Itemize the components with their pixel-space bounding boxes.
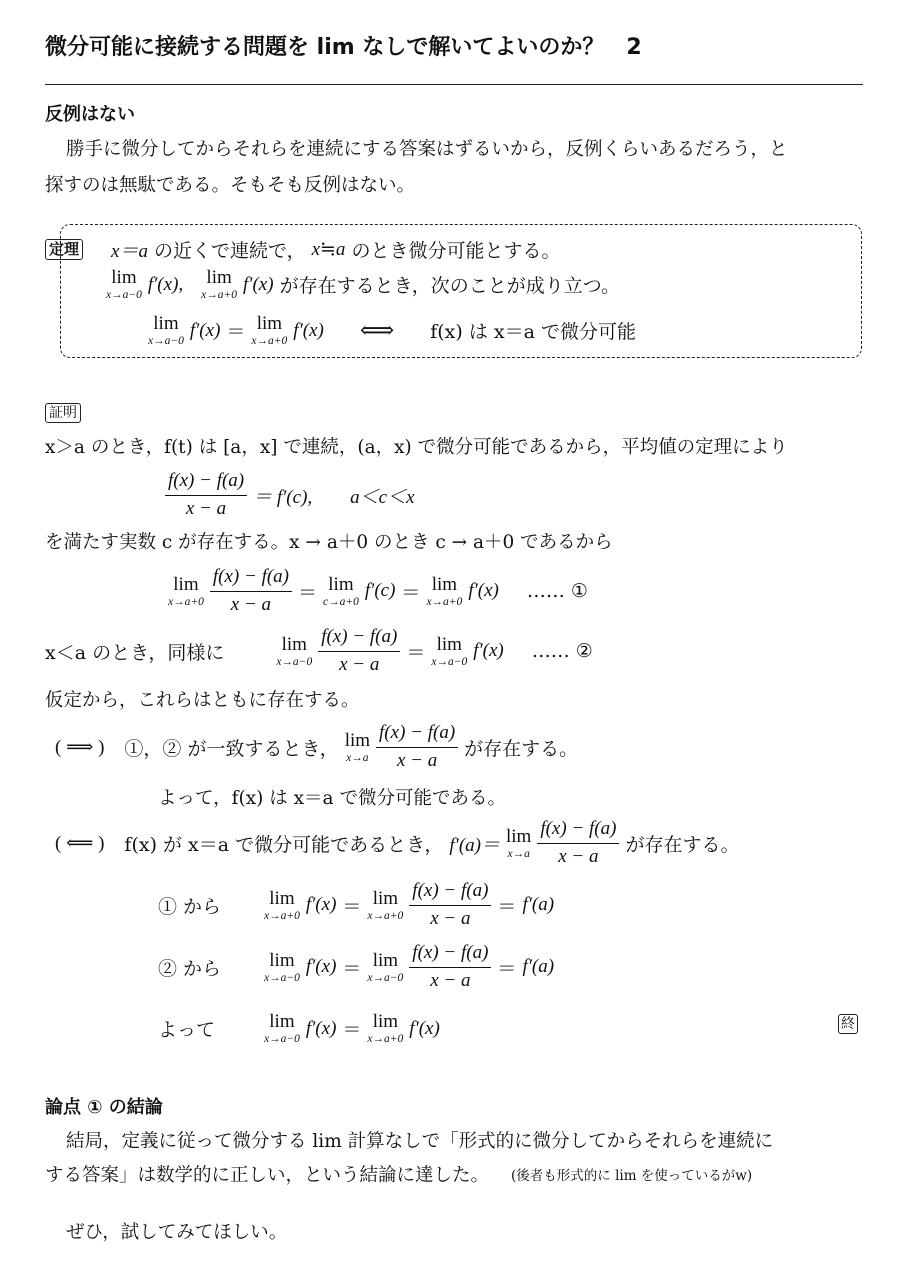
paragraph-line: 勝手に微分してからそれらを連続にする答案はずるいから，反例くらいあるだろう，と (66, 139, 788, 160)
fraction: $\frac{f(x) - f(a)}{x - a}$ (376, 722, 458, 773)
proof-line: x＞a のとき，f(t) は [a，x] で連続，(a，x) で微分可能であるから，平均値の定理により (45, 437, 788, 458)
equation-marker: …… ① (526, 580, 588, 603)
paragraph-line: ぜひ，試してみてほしい。 (66, 1222, 288, 1243)
theorem-equivalence (148, 314, 636, 348)
equation-2: x＜a のとき，同様に lim x→a−0 $\frac{f(x) - f(a)}{x - a}$ ＝ lim x→a−0 f′(x) …… ② (45, 626, 593, 675)
math-text: f′(x) (243, 273, 274, 295)
proof-line: 仮定から，これらはともに存在する。 (45, 690, 360, 711)
theorem-line-1 (45, 236, 560, 263)
text: f(x) は x＝a で微分可能 (430, 321, 636, 344)
math-text: x＝a (111, 241, 148, 262)
limit-expression: lim x→a+0 (201, 267, 238, 301)
math-text: f′(x) (293, 319, 324, 341)
paragraph-line: 探すのは無駄である。そもそも反例はない。 (45, 175, 416, 196)
from-equation-2: ② から lim x→a−0 f′(x) ＝ lim x→a−0 $\frac{f(x) - f(a)}{x - a}$ ＝ f′(a) (158, 942, 555, 991)
fraction: $\frac{f(x) - f(a)}{x - a}$ (537, 818, 619, 869)
text: x＜a のとき，同様に (45, 641, 225, 664)
fraction: $\frac{f(x) - f(a)}{x - a}$ (165, 470, 247, 521)
math-text: f′(x) (189, 319, 221, 341)
math-text: ＝ f′(c), (253, 486, 313, 508)
fraction: $\frac{f(x) - f(a)}{x - a}$ (409, 942, 491, 993)
text: する答案」は数学的に正しい，という結論に達した。 (45, 1165, 490, 1186)
limit-expression: lim x→a−0 (148, 313, 184, 347)
backward-direction: ( ⟸ ) f(x) が x＝a で微分可能であるとき， f′(a)＝ lim x→a $\frac{f(x) - f(a)}{x - a}$ が存在する。 (55, 818, 740, 867)
math-text: a＜c＜x (350, 486, 415, 508)
fraction: $\frac{f(x) - f(a)}{x - a}$ (318, 626, 400, 677)
direction-label: ( ⟸ ) (55, 832, 105, 854)
text: よって (158, 1019, 216, 1042)
iff-arrow: ⟺ (359, 318, 395, 345)
equation-1: lim x→a+0 $\frac{f(x) - f(a)}{x - a}$ ＝ lim c→a+0 f′(c) ＝ lim x→a+0 f′(x) …… ① (168, 566, 588, 615)
paragraph-line-with-note (45, 1161, 752, 1187)
math-text: f′(x), (147, 273, 184, 295)
limit-expression: lim x→a+0 (251, 313, 288, 347)
text: ② から (158, 957, 222, 980)
paragraph-line: 結局，定義に従って微分する lim 計算なしで「形式的に微分してからそれらを連続に (66, 1131, 774, 1152)
mean-value-equation (165, 470, 415, 521)
text: ① から (158, 895, 222, 918)
proof-line: を満たす実数 c が存在する。x → a＋0 のとき c → a＋0 であるから (45, 532, 613, 553)
conclusion-equation: よって lim x→a−0 f′(x) ＝ lim x→a+0 f′(x) (158, 1011, 440, 1045)
side-note: (後者も形式的に lim を使っているがw) (511, 1168, 753, 1184)
from-equation-1: ① から lim x→a+0 f′(x) ＝ lim x→a+0 $\frac{f(x) - f(a)}{x - a}$ ＝ f′(a) (158, 880, 555, 929)
proof-tag-wrap (45, 400, 81, 423)
direction-label: ( ⟹ ) (55, 736, 105, 758)
text: の近くで連続で， (153, 240, 306, 262)
text: が存在する。 (464, 737, 579, 760)
text: が存在するとき，次のことが成り立つ。 (279, 275, 621, 298)
section-heading-no-counterexample: 反例はない (45, 104, 135, 125)
limit-expression: lim x→a−0 (106, 267, 142, 301)
text: ①，② が一致するとき， (124, 737, 339, 760)
title-divider (45, 84, 863, 85)
math-text: x≒a (311, 239, 346, 260)
section-heading-conclusion: 論点 ① の結論 (45, 1097, 163, 1118)
text: のとき微分可能とする。 (351, 240, 561, 262)
theorem-tag: 定理 (45, 239, 83, 260)
proof-tag: 証明 (45, 403, 81, 423)
math-text: ＝ (226, 322, 246, 344)
fraction: $\frac{f(x) - f(a)}{x - a}$ (210, 566, 292, 617)
text: が存在する。 (625, 833, 740, 856)
equation-marker: …… ② (531, 640, 593, 663)
page-title: 微分可能に接続する問題を lim なしで解いてよいのか？ 2 (45, 35, 642, 60)
fraction: $\frac{f(x) - f(a)}{x - a}$ (409, 880, 491, 931)
proof-line: よって，f(x) は x＝a で微分可能である。 (158, 788, 506, 809)
theorem-line-2 (106, 268, 620, 302)
forward-direction: ( ⟹ ) ①，② が一致するとき， lim x→a $\frac{f(x) - f(a)}{x - a}$ が存在する。 (55, 722, 579, 771)
text: f(x) が x＝a で微分可能であるとき， (124, 833, 444, 856)
proof-end-mark: 終 (838, 1014, 858, 1034)
